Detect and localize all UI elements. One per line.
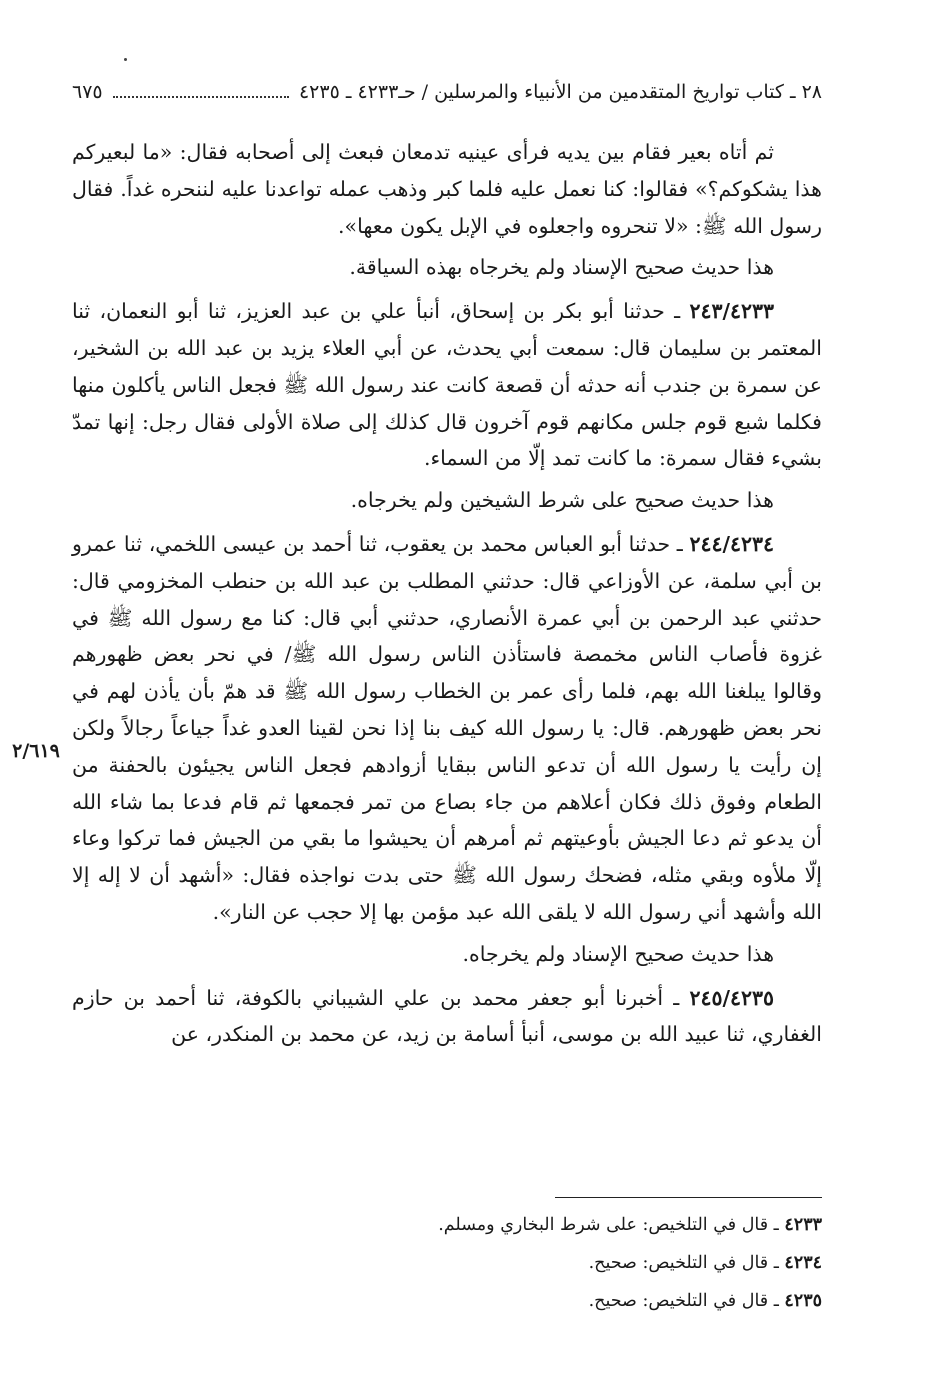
- footnote-text: ـ قال في التلخيص: صحيح.: [588, 1291, 785, 1311]
- grading-note: هذا حديث صحيح الإسناد ولم يخرجاه بهذه السياقة.: [349, 255, 774, 280]
- margin-reference: ٢/٦١٩: [12, 740, 60, 762]
- hadith-text: ـ حدثنا أبو العباس محمد بن يعقوب، ثنا أحمد بن عيسى اللخمي، ثنا عمرو بن أبي سلمة، عن الأوزاعي قال: حدثني المطلب بن عبد الله بن حنطب المخزومي قال: حدثني عبد الرحمن بن أبي عمرة الأنصاري، حدثني أبي قال: كنا مع رسول الله ﷺ في غزوة فأصاب الناس مخمصة فاستأذن الناس رسول الله ﷺ/ في نحر بعض ظهورهم وقالوا يبلغنا الله بهم، فلما رأى عمر بن الخطاب رسول الله ﷺ قد همّ بأن يأذن لهم في نحر بعض ظهورهم. قال: يا رسول الله كيف بنا إذا نحن لقينا العدو غداً جياعاً رجالاً ولكن إن رأيت يا رسول الله أن تدعو الناس ببقايا أزوادهم فجعل الناس يجيئون بالحفنة من الطعام وفوق ذلك فكان أعلاهم من جاء بصاع من تمر فجمعها ثم قام فدعا بما شاء الله أن يدعو ثم دعا الجيش بأوعيتهم ثم أمرهم أن يحيشوا ما بقي من الجيش فما تركوا وعاء إلّا ملأوه وبقي مثله، فضحك رسول الله ﷺ حتى بدت نواجذه فقال: «أشهد أن لا إله إلا الله وأشهد أني رسول الله لا يلقى الله عبد مؤمن بها إلا حجب عن النار».: [72, 531, 822, 924]
- footnote-number: ٤٢٣٥: [784, 1291, 822, 1311]
- main-text: [72, 134, 822, 1053]
- grading-note: هذا حديث صحيح على شرط الشيخين ولم يخرجاه.: [350, 488, 774, 513]
- footnotes: [72, 1206, 822, 1320]
- footnote-item: [72, 1206, 822, 1244]
- dotted-leader: [113, 86, 289, 98]
- footnote-separator: [555, 1197, 822, 1198]
- hadith-number: ٢٤٥/٤٢٣٥: [689, 985, 774, 1010]
- hadith-number: ٢٤٤/٤٢٣٤: [689, 531, 774, 556]
- running-header: [72, 74, 822, 110]
- paragraph-continuation: ثم أتاه بعير فقام بين يديه فرأى عينيه تدمعان فبعث إلى أصحابه فقال: «ما لبعيركم هذا يشكوكم؟» فقالوا: كنا نعمل عليه فلما كبر وذهب عمله تواعدنا عليه لننحره غداً. فقال رسول الله ﷺ: «لا تنحروه واجعلوه في الإبل يكون معها».: [72, 140, 822, 238]
- hadith-4233: [72, 293, 822, 477]
- footnote-text: ـ قال في التلخيص: صحيح.: [588, 1253, 785, 1273]
- hadith-4234: [72, 526, 822, 931]
- hadith-text: ـ حدثنا أبو بكر بن إسحاق، أنبأ علي بن عبد العزيز، ثنا أبو النعمان، ثنا المعتمر بن سليمان قال: سمعت أبي يحدث، عن أبي العلاء يزيد بن عبد الله بن الشخير، عن سمرة بن جندب أنه حدثه أن قصعة كانت عند رسول الله ﷺ فجعل الناس يأكلون منها فكلما شبع قوم جلس مكانهم قوم آخرون قال كذلك إلى صلاة الأولى فقال رجل: إنها تمدّ بشيء فقال سمرة: ما كانت تمد إلّا من السماء.: [72, 299, 822, 471]
- header-title: ٢٨ ـ كتاب تواريخ المتقدمين من الأنبياء والمرسلين / حـ٤٢٣٣ ـ ٤٢٣٥: [298, 81, 822, 103]
- hadith-text: ـ أخبرنا أبو جعفر محمد بن علي الشيباني بالكوفة، ثنا أحمد بن حازم الغفاري، ثنا عبيد الله بن موسى، أنبأ أسامة بن زيد، عن محمد بن المنكدر، عن: [72, 985, 822, 1047]
- footnote-item: [72, 1282, 822, 1320]
- page-number: ٦٧٥: [72, 81, 103, 103]
- grading-note: هذا حديث صحيح الإسناد ولم يخرجاه.: [462, 941, 774, 966]
- footnote-item: [72, 1244, 822, 1282]
- hadith-4235: [72, 980, 822, 1054]
- footnote-number: ٤٢٣٤: [784, 1253, 822, 1273]
- footnote-text: ـ قال في التلخيص: على شرط البخاري ومسلم.: [438, 1215, 785, 1235]
- scan-speck: [124, 58, 127, 61]
- footnote-number: ٤٢٣٣: [784, 1215, 822, 1235]
- hadith-number: ٢٤٣/٤٢٣٣: [689, 299, 774, 324]
